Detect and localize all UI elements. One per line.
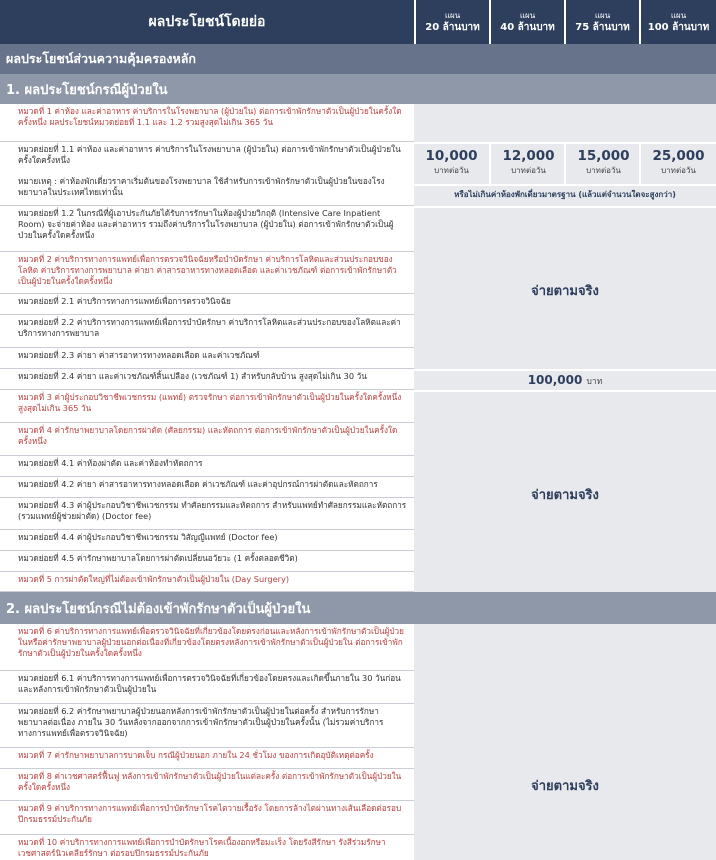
benefit-row-sub-1-2: หมวดย่อยที่ 1.2 ในกรณีที่ผู้เอาประกันภัยได้รับการรักษาในห้องผู้ป่วยวิกฤติ (Intensive Care Inpatient Room) จะจ่ายค่าห้อง และค่าอาหาร รวมถึงค่าบริการในโรงพยาบาล (ผู้ป่วยใน) ต่อการเข้าพักรักษาตัวเป็นผู้ป่วยในครั้งใดครั้งหนึ่ง xyxy=(0,206,414,252)
pay-actual-label: จ่ายตามจริง xyxy=(531,779,599,794)
benefit-row-sub-2-4: หมวดย่อยที่ 2.4 ค่ายา และค่าเวชภัณฑ์สิ้นเปลือง (เวชภัณฑ์ 1) สำหรับกลับบ้าน สูงสุดไม่เกิน 30 วัน xyxy=(0,369,414,390)
daily-amount-40m: 12,000 บาทต่อวัน xyxy=(502,148,555,175)
plan-header-40m: แผน 40 ล้านบาท xyxy=(491,0,564,44)
pay-actual-label: จ่ายตามจริง xyxy=(531,284,599,299)
benefit-row-cat-6: หมวดที่ 6 ค่าบริการทางการแพทย์เพื่อตรวจวินิจฉัยที่เกี่ยวข้องโดยตรงก่อนและหลังการเข้าพักรักษาตัวเป็นผู้ป่วยในหรือค่ารักษาพยาบาลผู้ป่วยนอกต่อเนื่องที่เกี่ยวข้องโดยตรงหลังการเข้าพักรักษาตัวเป็นผู้ป่วยใน ต่อการเข้าพักรักษาตัวเป็นผู้ป่วยในครั้งใดครั้งหนึ่ง xyxy=(0,624,414,671)
benefit-row-sub-4-4: หมวดย่อยที่ 4.4 ค่าผู้ประกอบวิชาชีพเวชกรรม วิสัญญีแพทย์ (Doctor fee) xyxy=(0,530,414,551)
section-2-band: 2. ผลประโยชน์กรณีไม่ต้องเข้าพักรักษาตัวเป็นผู้ป่วยใน xyxy=(0,592,716,624)
benefit-row-note: หมายเหตุ : ค่าห้องพักเดี่ยวราคาเริ่มต้นของโรงพยาบาล ใช้สำหรับการเข้าพักรักษาตัวเป็นผู้ป่วยในของโรงพยาบาลในประเทศไทยเท่านั้น xyxy=(0,174,414,206)
benefit-row-sub-4-3: หมวดย่อยที่ 4.3 ค่าผู้ประกอบวิชาชีพเวชกรรม ทำศัลยกรรมและหัตถการ สำหรับแพทย์ทำศัลยกรรมและหัตถการ (รวมแพทย์ผู้ช่วยผ่าตัด) (Doctor fee) xyxy=(0,498,414,530)
plan-header-20m: แผน 20 ล้านบาท xyxy=(416,0,489,44)
benefit-row-sub-4-5: หมวดย่อยที่ 4.5 ค่ารักษาพยาบาลโดยการผ่าตัดเปลี่ยนอวัยวะ (1 ครั้งตลอดชีวิต) xyxy=(0,551,414,572)
plan-header-75m: แผน 75 ล้านบาท xyxy=(566,0,639,44)
benefit-row-sub-6-2: หมวดย่อยที่ 6.2 ค่ารักษาพยาบาลผู้ป่วยนอกหลังการเข้าพักรักษาตัวเป็นผู้ป่วยในต่อครั้ง สำหรับการรักษาพยาบาลต่อเนื่อง ภายใน 30 วันหลังจากออกจากการเข้าพักรักษาตัวเป็นผู้ป่วยในครั้งนั้น (ไม่รวมค่าบริการทางการแพทย์เพื่อตรวจวินิจฉัย) xyxy=(0,704,414,748)
benefit-row-cat-10: หมวดที่ 10 ค่าบริการทางการแพทย์เพื่อการบำบัดรักษาโรคเนื้องอกหรือมะเร็ง โดยรังสีรักษา รังสีร่วมรักษาเวชศาสตร์นิวเคลียร์รักษา ต่อรอบปีกรมธรรม์ประกันภัย xyxy=(18,837,386,858)
daily-amount-20m: 10,000 บาทต่อวัน xyxy=(425,148,478,175)
benefit-row-sub-1-1: หมวดย่อยที่ 1.1 ค่าห้อง และค่าอาหาร ค่าบริการในโรงพยาบาล (ผู้ป่วยใน) ต่อการเข้าพักรักษาตัวเป็นผู้ป่วยในครั้งใดครั้งหนึ่ง xyxy=(18,144,401,165)
room-note: หรือไม่เกินค่าห้องพักเดี่ยวมาตรฐาน (แล้วแต่จำนวนใดจะสูงกว่า) xyxy=(454,190,676,199)
main-coverage-band: ผลประโยชน์ส่วนความคุ้มครองหลัก xyxy=(0,44,716,74)
section-2-value-panel xyxy=(414,624,716,860)
benefit-row-sub-6-1: หมวดย่อยที่ 6.1 ค่าบริการทางการแพทย์เพื่อการตรวจวินิจฉัยที่เกี่ยวข้องโดยตรงและเกิดขึ้นภายใน 30 วันก่อนและหลังการเข้าพักรักษาตัวเป็นผู้ป่วยใน xyxy=(0,671,414,704)
benefit-row-sub-2-1: หมวดย่อยที่ 2.1 ค่าบริการทางการแพทย์เพื่อการตรวจวินิจฉัย xyxy=(0,294,414,315)
table-header-title: ผลประโยชน์โดยย่อ xyxy=(0,0,414,44)
benefit-row-cat-1: หมวดที่ 1 ค่าห้อง และค่าอาหาร ค่าบริการในโรงพยาบาล (ผู้ป่วยใน) ต่อการเข้าพักรักษาตัวเป็นผู้ป่วยในครั้งใดครั้งหนึ่ง ผลประโยชน์หมวดย่อยที่ 1.1 และ 1.2 รวมสูงสุดไม่เกิน 365 วัน xyxy=(0,104,414,142)
daily-amount-100m: 25,000 บาทต่อวัน xyxy=(652,148,705,175)
benefit-row-cat-9: หมวดที่ 9 ค่าบริการทางการแพทย์เพื่อการบำบัดรักษาโรคไตวายเรื้อรัง โดยการล้างไตผ่านทางเส้นเลือดต่อรอบปีกรมธรรม์ประกันภัย xyxy=(0,801,414,835)
benefit-row-cat-3: หมวดที่ 3 ค่าผู้ประกอบวิชาชีพเวชกรรม (แพทย์) ตรวจรักษา ต่อการเข้าพักรักษาตัวเป็นผู้ป่วยในครั้งใดครั้งหนึ่งสูงสุดไม่เกิน 365 วัน xyxy=(0,390,414,423)
divider xyxy=(414,390,716,392)
benefit-row-cat-4: หมวดที่ 4 ค่ารักษาพยาบาลโดยการผ่าตัด (ศัลยกรรม) และหัตถการ ต่อการเข้าพักรักษาตัวเป็นผู้ป่วยในครั้งใดครั้งหนึ่ง xyxy=(0,423,414,456)
benefit-row-sub-4-1: หมวดย่อยที่ 4.1 ค่าห้องผ่าตัด และค่าห้องทำหัตถการ xyxy=(0,456,414,477)
benefit-row-cat-7: หมวดที่ 7 ค่ารักษาพยาบาลการบาดเจ็บ กรณีผู้ป่วยนอก ภายใน 24 ชั่วโมง ของการเกิดอุบัติเหตุต่อครั้ง xyxy=(0,748,414,769)
benefit-row-cat-8: หมวดที่ 8 ค่าเวชศาสตร์ฟื้นฟู หลังการเข้าพักรักษาตัวเป็นผู้ป่วยในแต่ละครั้ง ต่อการเข้าพักรักษาตัวเป็นผู้ป่วยในครั้งใดครั้งหนึ่ง xyxy=(0,769,414,801)
pay-actual-label: จ่ายตามจริง xyxy=(531,488,599,503)
benefit-row-cat-5: หมวดที่ 5 การผ่าตัดใหญ่ที่ไม่ต้องเข้าพักรักษาตัวเป็นผู้ป่วยใน (Day Surgery) xyxy=(0,572,414,592)
benefit-row-sub-2-2: หมวดย่อยที่ 2.2 ค่าบริการทางการแพทย์เพื่อการบำบัดรักษา ค่าบริการโลหิตและส่วนประกอบของโลหิตและค่าบริการทางการพยาบาล xyxy=(0,315,414,348)
divider xyxy=(414,206,716,208)
plan-header-100m: แผน 100 ล้านบาท xyxy=(641,0,716,44)
home-medicine-amount: 100,000 บาท xyxy=(527,373,603,387)
daily-amount-75m: 15,000 บาทต่อวัน xyxy=(577,148,630,175)
benefit-row-cat-2: หมวดที่ 2 ค่าบริการทางการแพทย์เพื่อการตรวจวินิจฉัยหรือบำบัดรักษา ค่าบริการโลหิตและส่วนประกอบของโลหิต ค่าบริการทางการพยาบาล ค่ายา ค่าสารอาหารทางหลอดเลือด และค่าเวชภัณฑ์ ต่อการเข้าพักรักษาตัวเป็นผู้ป่วยในครั้งใดครั้งหนึ่ง xyxy=(0,252,414,294)
benefit-row-sub-2-3: หมวดย่อยที่ 2.3 ค่ายา ค่าสารอาหารทางหลอดเลือด และค่าเวชภัณฑ์ xyxy=(0,348,414,369)
section-1-band: 1. ผลประโยชน์กรณีผู้ป่วยใน xyxy=(0,74,716,104)
benefit-row-sub-4-2: หมวดย่อยที่ 4.2 ค่ายา ค่าสารอาหารทางหลอดเลือด ค่าเวชภัณฑ์ และค่าอุปกรณ์การผ่าตัดและหัตถการ xyxy=(0,477,414,498)
divider xyxy=(414,369,716,371)
divider xyxy=(414,184,716,186)
